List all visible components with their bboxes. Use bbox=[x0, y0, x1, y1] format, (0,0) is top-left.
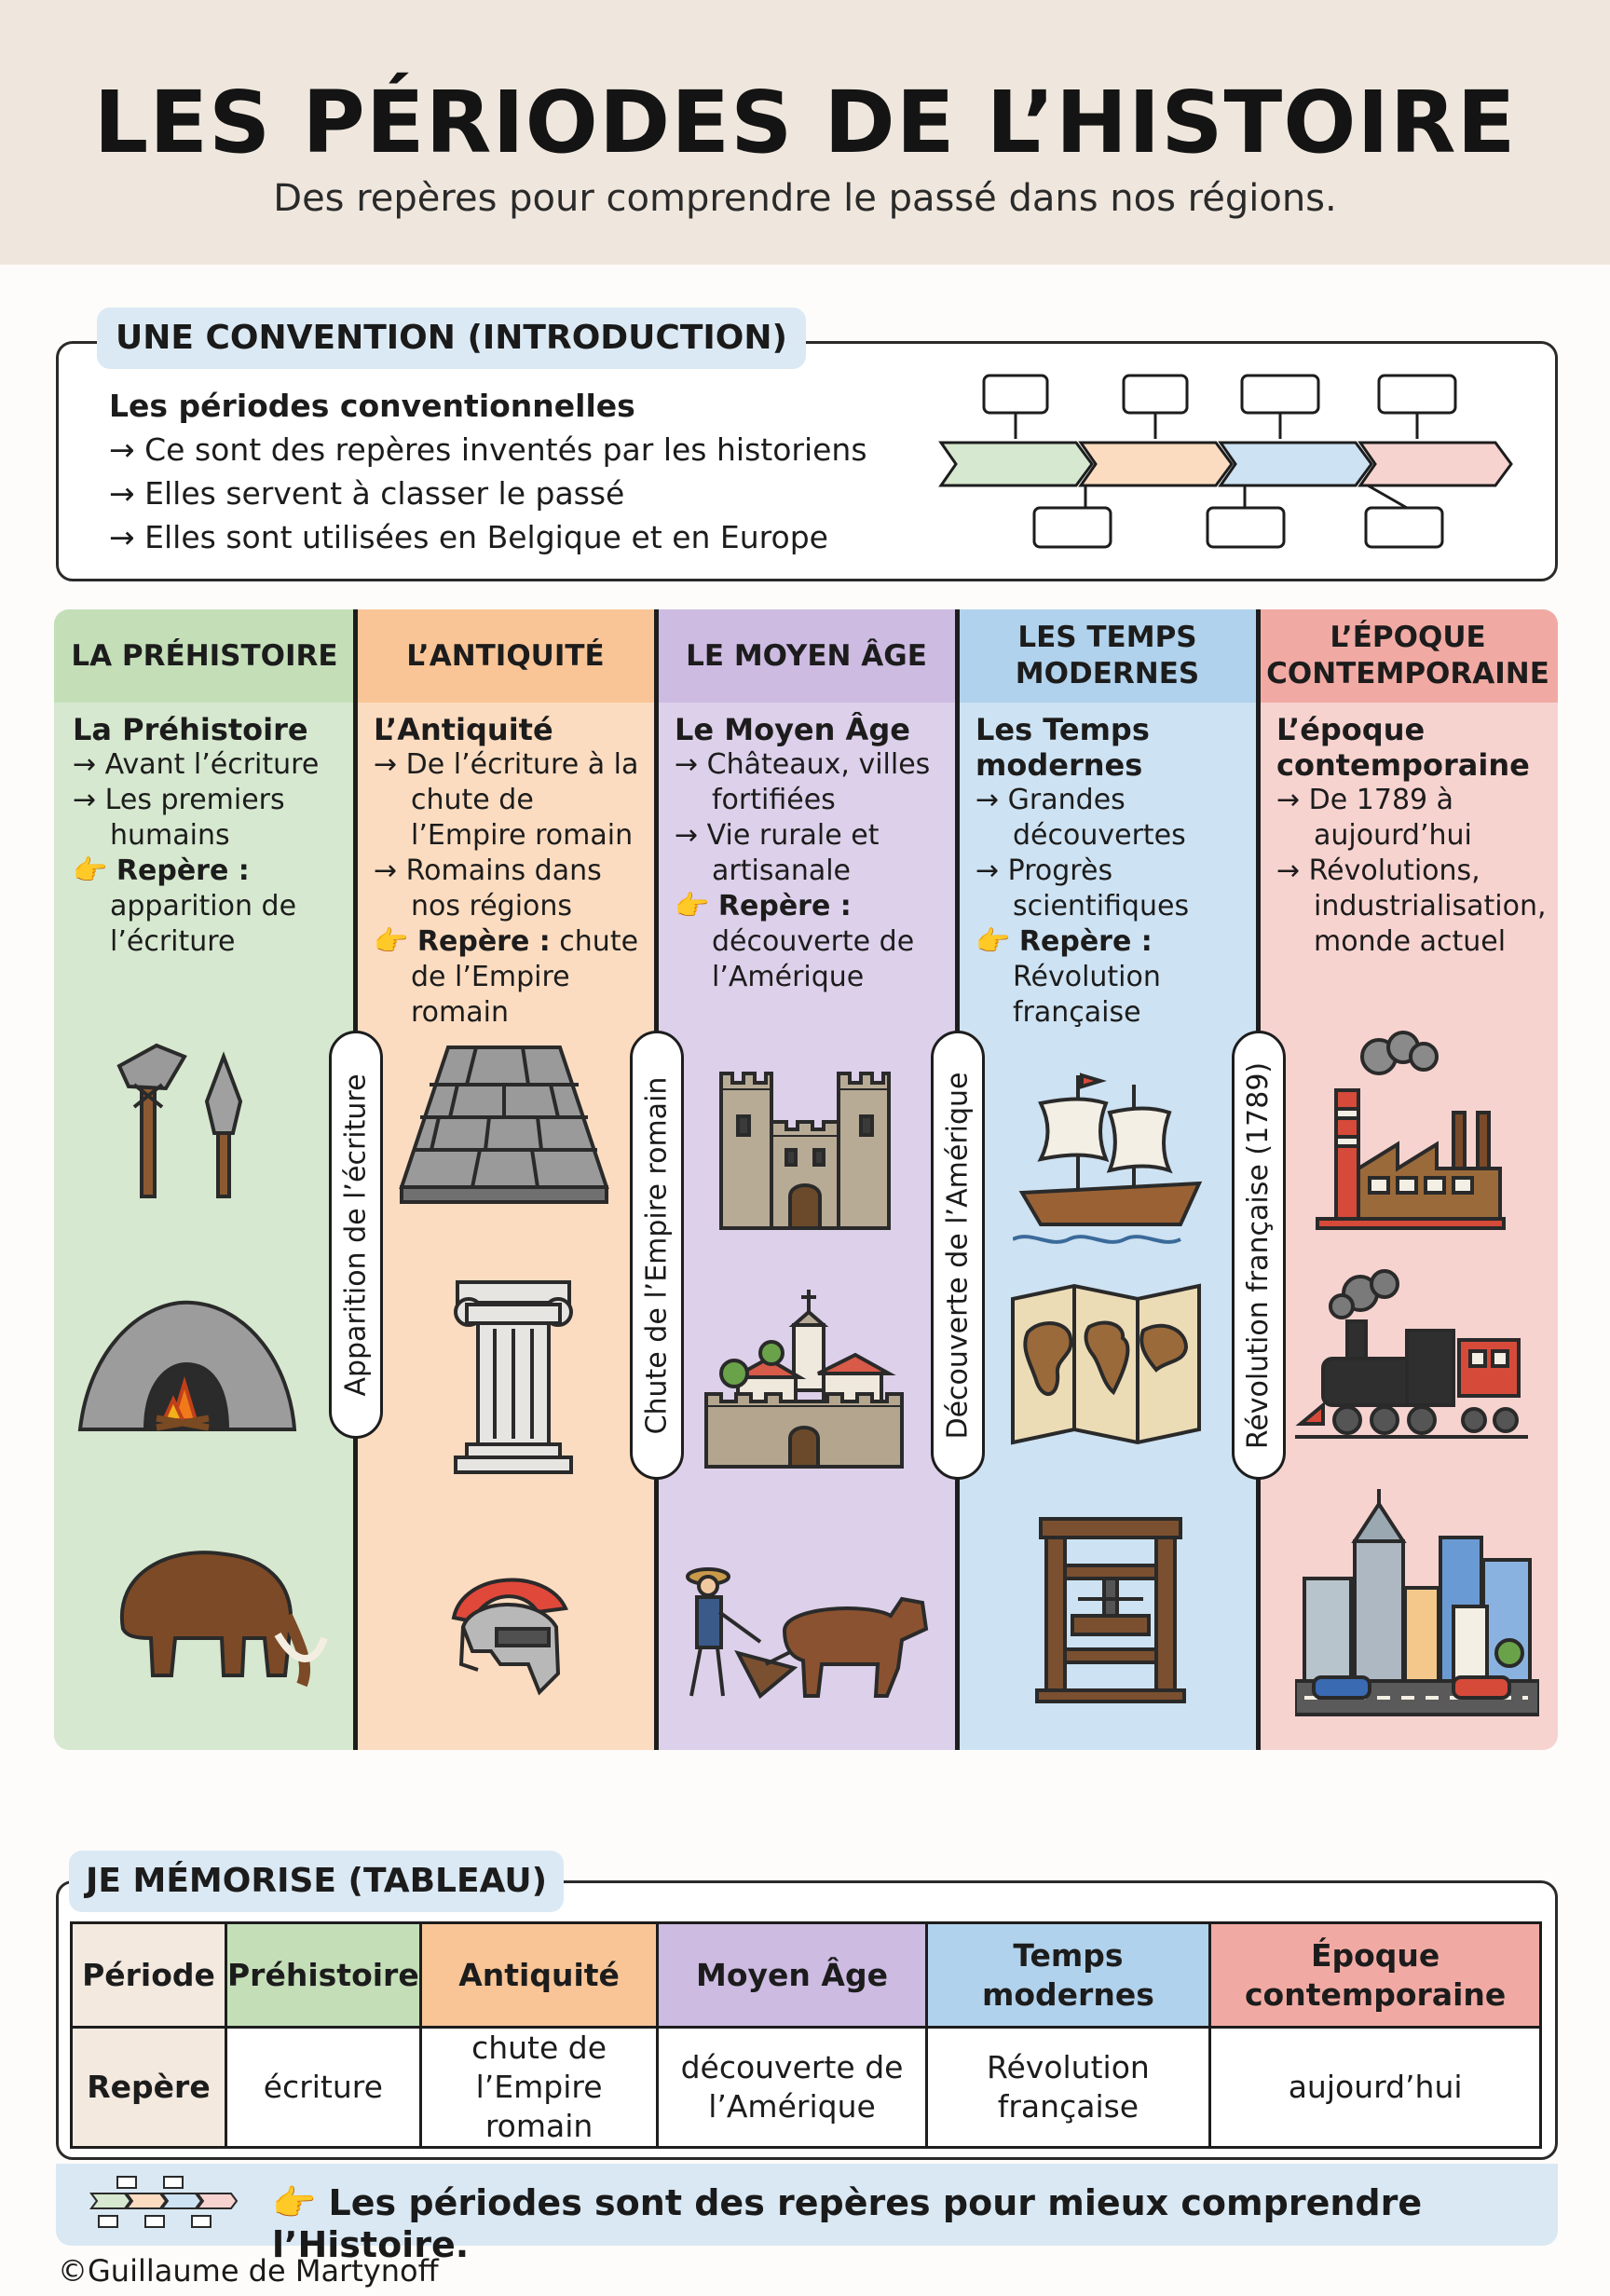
credit-text: ©Guillaume de Martynoff bbox=[58, 2253, 439, 2289]
memo-table bbox=[70, 1921, 1542, 2149]
table-row-label: Repère bbox=[72, 2028, 226, 2148]
period-column-moyen-age bbox=[656, 609, 957, 1750]
castle-icon bbox=[712, 1060, 898, 1237]
period-body bbox=[73, 712, 343, 960]
period-repere: 👉 Repère : découverte de l’Amérique bbox=[675, 890, 915, 993]
period-column-antiquite bbox=[355, 609, 656, 1750]
period-name: Le Moyen Âge bbox=[675, 712, 910, 747]
modern-city-icon bbox=[1295, 1485, 1539, 1718]
table-cell: chute de l’Empire romain bbox=[420, 2028, 658, 2148]
mini-timeline-icon bbox=[89, 2175, 239, 2231]
pointing-hand-icon: 👉 bbox=[73, 854, 116, 887]
table-cell: Révolution française bbox=[926, 2028, 1210, 2148]
period-header: LES TEMPS MODERNES bbox=[957, 609, 1258, 703]
period-line: → Romains dans nos régions bbox=[374, 854, 602, 922]
steam-train-icon bbox=[1295, 1265, 1528, 1442]
table-cell: Temps modernes bbox=[926, 1923, 1210, 2028]
intro-line: → Elles servent à classer le passé bbox=[109, 475, 625, 512]
period-line: → Vie rurale et artisanale bbox=[675, 819, 880, 887]
period-column-temps-modernes bbox=[957, 609, 1258, 1750]
table-cell: découverte de l’Amérique bbox=[658, 2028, 926, 2148]
period-repere: 👉 Repère : Révolution française bbox=[976, 925, 1161, 1029]
header-banner bbox=[0, 0, 1610, 265]
period-name: L’époque contemporaine bbox=[1276, 712, 1530, 783]
memo-section-tab: JE MÉMORISE (TABLEAU) bbox=[69, 1851, 564, 1912]
sailing-ship-icon bbox=[1013, 1066, 1208, 1252]
intro-line: → Ce sont des repères inventés par les historiens bbox=[109, 431, 867, 468]
period-header: LE MOYEN ÂGE bbox=[656, 609, 957, 703]
table-cell: aujourd’hui bbox=[1210, 2028, 1541, 2148]
period-line: → Les premiers humains bbox=[73, 784, 285, 852]
ionic-column-icon bbox=[448, 1273, 579, 1478]
period-header: L’ANTIQUITÉ bbox=[355, 609, 656, 703]
factory-icon bbox=[1314, 1029, 1509, 1234]
stone-tools-icon bbox=[101, 1029, 287, 1215]
table-cell: écriture bbox=[226, 2028, 421, 2148]
summary-text: 👉 Les périodes sont des repères pour mieux comprendre l’Histoire. bbox=[272, 2182, 1423, 2265]
roman-helmet-icon bbox=[435, 1562, 584, 1711]
period-name: Les Temps modernes bbox=[976, 712, 1150, 783]
period-body bbox=[1276, 712, 1547, 960]
period-line: → Révolutions, industrialisation, monde actuel bbox=[1276, 854, 1547, 958]
period-column-contemporaine bbox=[1258, 609, 1558, 1750]
period-name: La Préhistoire bbox=[73, 712, 308, 747]
table-cell: Moyen Âge bbox=[658, 1923, 926, 2028]
period-column-prehistoire bbox=[54, 609, 355, 1750]
table-cell: Antiquité bbox=[420, 1923, 658, 2028]
period-line: → De l’écriture à la chute de l’Empire romain bbox=[374, 748, 639, 852]
period-name: L’Antiquité bbox=[374, 712, 553, 747]
pointing-hand-icon: 👉 bbox=[374, 925, 417, 958]
period-line: → Châteaux, villes fortifiées bbox=[675, 748, 931, 816]
separator-label: Découverte de l’Amérique bbox=[931, 1031, 985, 1480]
pointing-hand-icon: 👉 bbox=[272, 2182, 329, 2223]
table-row bbox=[72, 1923, 1541, 2028]
page-title: LES PÉRIODES DE L’HISTOIRE bbox=[93, 73, 1517, 172]
separator-label: Révolution française (1789) bbox=[1232, 1031, 1286, 1480]
pointing-hand-icon: 👉 bbox=[976, 925, 1019, 958]
cave-fire-icon bbox=[71, 1290, 304, 1448]
fortified-town-icon bbox=[697, 1284, 911, 1480]
world-map-icon bbox=[1003, 1280, 1208, 1448]
period-line: → Progrès scientifiques bbox=[976, 854, 1190, 922]
period-line: → Avant l’écriture bbox=[73, 748, 320, 781]
plough-farmer-icon bbox=[682, 1556, 934, 1715]
period-body bbox=[675, 712, 945, 995]
period-body bbox=[976, 712, 1246, 1031]
table-cell: Préhistoire bbox=[226, 1923, 421, 2028]
mammoth-icon bbox=[86, 1526, 328, 1694]
period-header: L’ÉPOQUE CONTEMPORAINE bbox=[1258, 609, 1558, 703]
roman-road-icon bbox=[392, 1029, 616, 1215]
period-line: → Grandes découvertes bbox=[976, 784, 1186, 852]
page-subtitle: Des repères pour comprendre le passé dans nos régions. bbox=[273, 177, 1337, 220]
intro-line: → Elles sont utilisées en Belgique et en Europe bbox=[109, 519, 828, 555]
period-repere: 👉 Repère : apparition de l’écriture bbox=[73, 854, 297, 958]
intro-heading: Les périodes conventionnelles bbox=[109, 388, 635, 424]
period-body bbox=[374, 712, 644, 1031]
printing-press-icon bbox=[1031, 1510, 1190, 1705]
period-repere: 👉 Repère : chute de l’Empire romain bbox=[374, 925, 639, 1029]
pointing-hand-icon: 👉 bbox=[675, 890, 718, 922]
table-row-label: Période bbox=[72, 1923, 226, 2028]
intro-section-tab: UNE CONVENTION (INTRODUCTION) bbox=[97, 308, 806, 369]
table-cell: Époque contemporaine bbox=[1210, 1923, 1541, 2028]
separator-label: Apparition de l’écriture bbox=[329, 1031, 383, 1439]
timeline-diagram-icon bbox=[932, 368, 1528, 564]
period-header: LA PRÉHISTOIRE bbox=[54, 609, 355, 703]
table-row bbox=[72, 2028, 1541, 2148]
periods-grid bbox=[54, 609, 1558, 1750]
intro-text bbox=[109, 384, 867, 559]
period-line: → De 1789 à aujourd’hui bbox=[1276, 784, 1472, 852]
separator-label: Chute de l’Empire romain bbox=[630, 1031, 684, 1480]
